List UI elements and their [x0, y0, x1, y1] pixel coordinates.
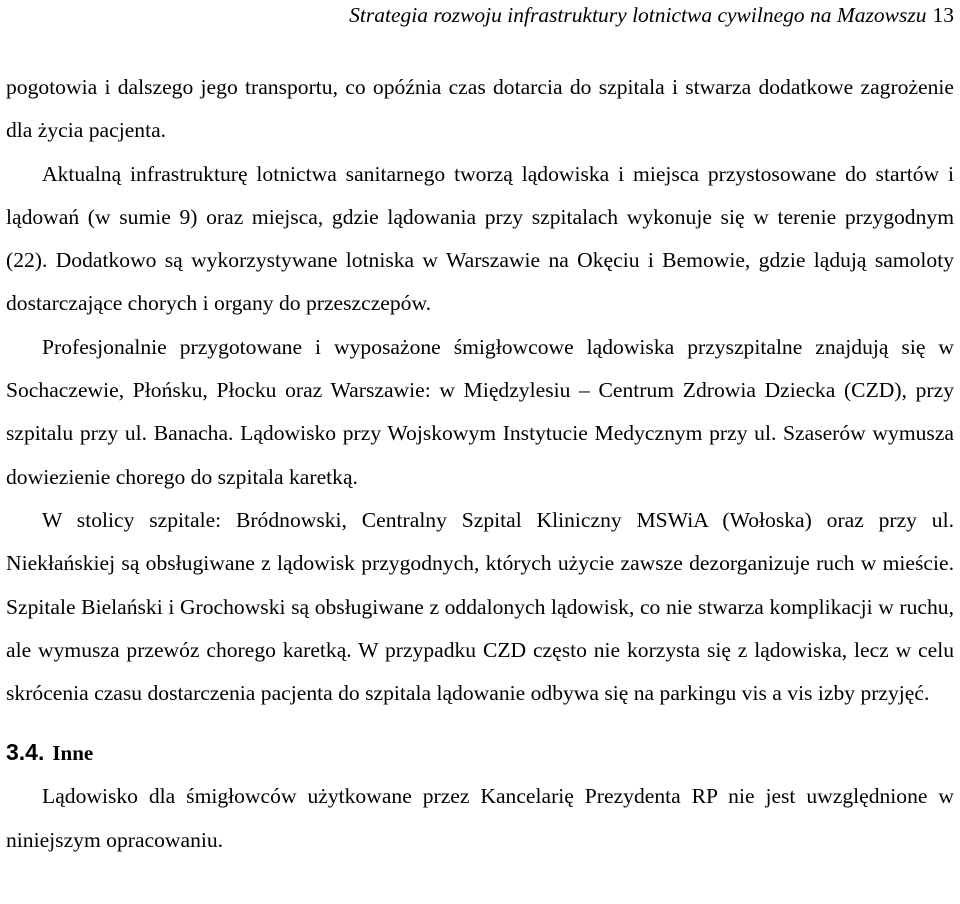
paragraph-infrastructure: Aktualną infrastrukturę lotnictwa sanitarnego tworzą lądowiska i miejsca przystosowane do startów i lądowań (w sumie 9) oraz miejsca, gdzie lądowania przy szpitalach wykonuje się w terenie przygodnym (22). Dodatkowo są wykorzystywane lotniska w Warszawie na Okęciu i Bemowie, gdzie lądują samoloty dostarczające chorych i organy do przeszczepów. — [6, 161, 954, 316]
paragraph-capital-hospitals: W stolicy szpitale: Bródnowski, Centralny Szpital Kliniczny MSWiA (Wołoska) oraz przy ul. Niekłańskiej są obsługiwane z lądowisk przygodnych, których użycie zawsze dezorganizuje ruch w mieście. Szpitale Bielański i Grochowski są obsługiwane z oddalonych lądowisk, co nie stwarza komplikacji w ruchu, ale wymusza przewóz chorego karetką. W przypadku CZD często nie korzysta się z lądowiska, lecz w celu skrócenia czasu dostarczenia pacjenta do szpitala lądowanie odbywa się na parkingu vis a vis izby przyjęć. — [6, 507, 954, 706]
page-number: 13 — [932, 3, 954, 27]
section-title: Inne — [52, 741, 94, 766]
paragraph-continuation: pogotowia i dalszego jego transportu, co opóźnia czas dotarcia do szpitala i stwarza dodatkowe zagrożenie dla życia pacjenta. — [6, 75, 954, 143]
document-body — [6, 66, 954, 862]
section-heading — [6, 729, 954, 775]
running-header — [0, 0, 954, 36]
paragraph-other: Lądowisko dla śmigłowców użytkowane przez Kancelarię Prezydenta RP nie jest uwzględnione w niniejszym opracowaniu. — [6, 784, 954, 852]
section-number: 3.4. — [6, 739, 45, 766]
paragraph-hospital-helipads: Profesjonalnie przygotowane i wyposażone śmigłowcowe lądowiska przyszpitalne znajdują się w Sochaczewie, Płońsku, Płocku oraz Warszawie: w Międzylesiu – Centrum Zdrowia Dziecka (CZD), przy szpitalu przy ul. Banacha. Lądowisko przy Wojskowym Instytucie Medycznym przy ul. Szaserów wymusza dowiezienie chorego do szpitala karetką. — [6, 334, 954, 489]
header-title: Strategia rozwoju infrastruktury lotnictwa cywilnego na Mazowszu — [349, 3, 927, 27]
